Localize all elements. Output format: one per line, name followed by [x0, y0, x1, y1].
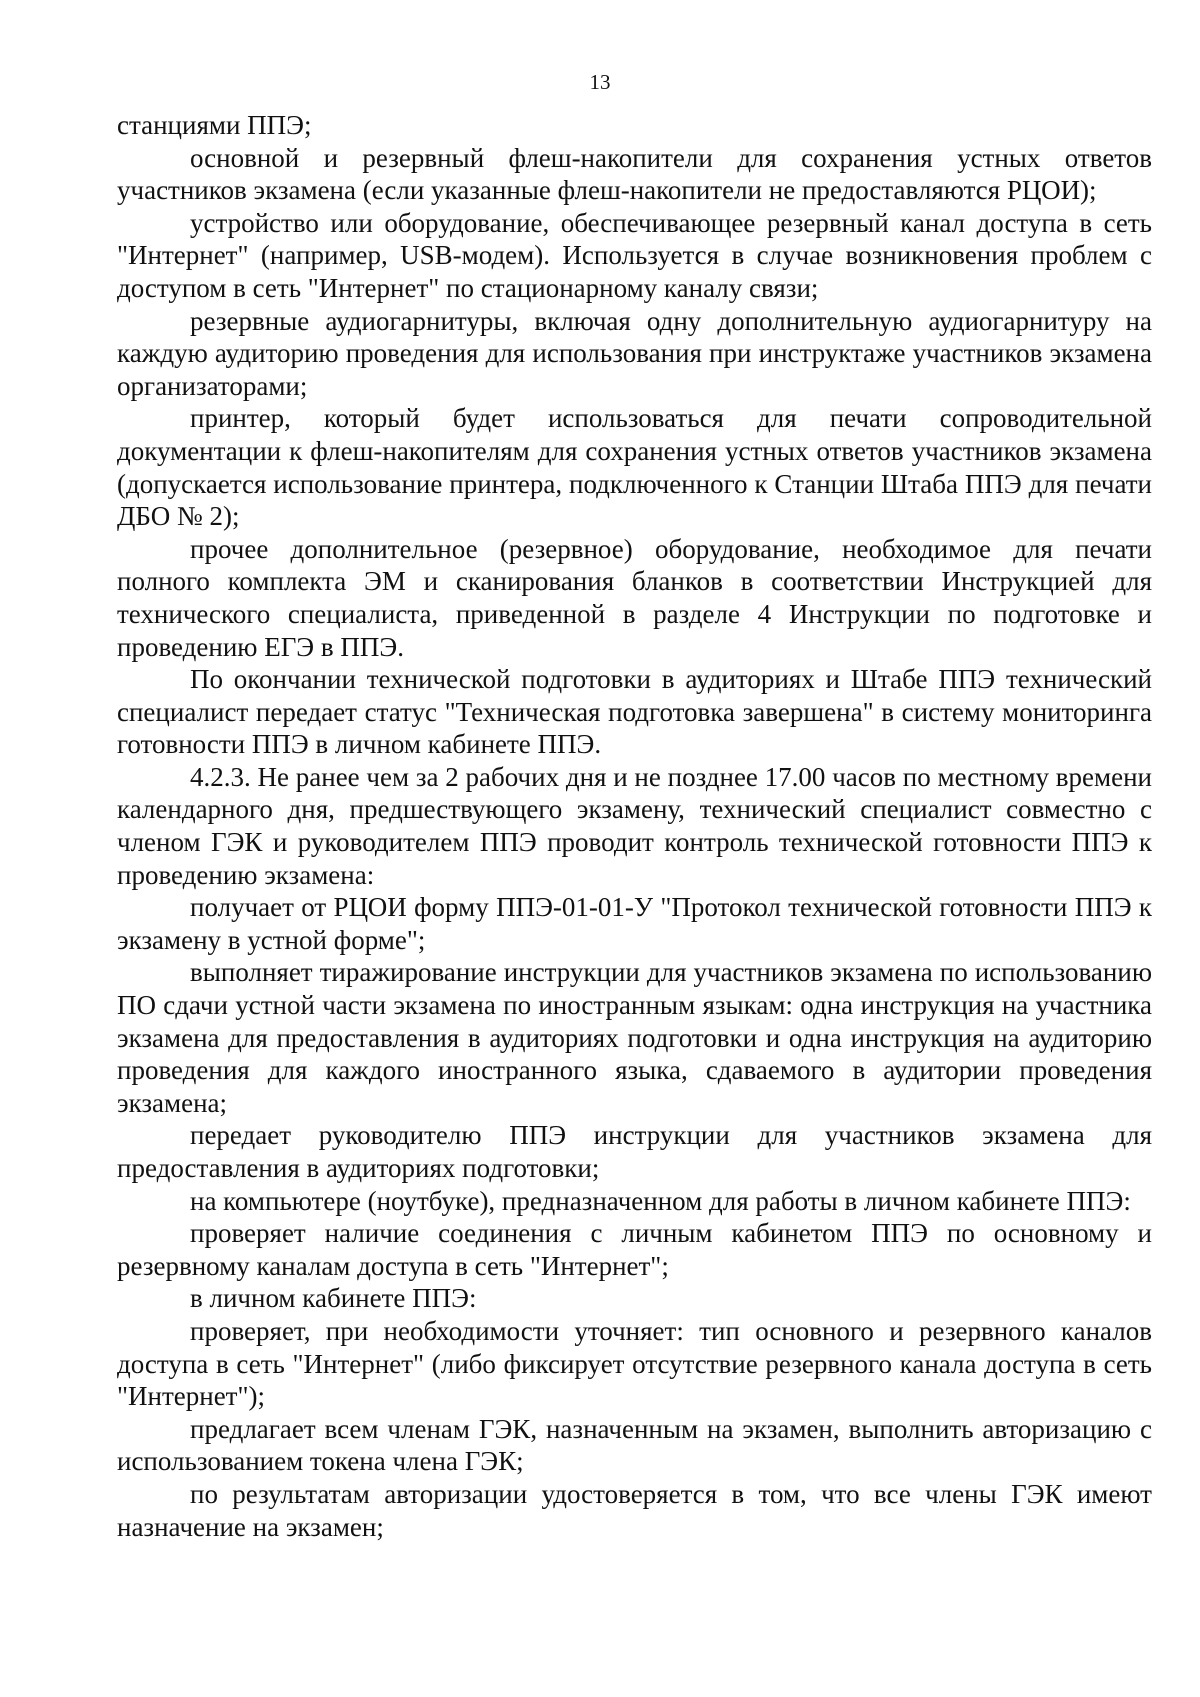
section-paragraph-4-2-3: 4.2.3. Не ранее чем за 2 рабочих дня и не позднее 17.00 часов по местному времени календарного дня, предшествующего экзамену, технический специалист совместно с членом ГЭК и руководителем ППЭ проводит контроль технической готовности ППЭ к проведению экзамена: [117, 761, 1152, 890]
paragraph: прочее дополнительное (резервное) оборудование, необходимое для печати полного комплекта ЭМ и сканирования бланков в соответствии Инструкцией для технического специалиста, приведенной в разделе 4 Инструкции по подготовке и проведению ЕГЭ в ППЭ. [117, 533, 1152, 662]
paragraph: по результатам авторизации удостоверяется в том, что все члены ГЭК имеют назначение на экзамен; [117, 1478, 1152, 1542]
paragraph: получает от РЦОИ форму ППЭ-01-01-У "Протокол технической готовности ППЭ к экзамену в устной форме"; [117, 892, 1152, 955]
paragraph: на компьютере (ноутбуке), предназначенном для работы в личном кабинете ППЭ: [190, 1185, 1131, 1216]
paragraph: проверяет наличие соединения с личным кабинетом ППЭ по основному и резервному каналам доступа в сеть "Интернет"; [117, 1218, 1152, 1281]
paragraph: выполняет тиражирование инструкции для участников экзамена по использованию ПО сдачи устной части экзамена по иностранным языкам: одна инструкция на участника экзамена для предоставления в аудиториях подготовки и одна инструкция на аудиторию проведения для каждого иностранного языка, сдаваемого в аудитории проведения экзамена; [117, 957, 1152, 1118]
paragraph: проверяет, при необходимости уточняет: тип основного и резервного каналов доступа в сеть "Интернет" (либо фиксирует отсутствие резервного канала доступа в сеть "Интернет"); [117, 1315, 1152, 1412]
document-body [117, 109, 1152, 1543]
paragraph: резервные аудиогарнитуры, включая одну дополнительную аудиогарнитуру на каждую аудиторию проведения для использования при инструктаже участников экзамена организаторами; [117, 305, 1152, 401]
paragraph: основной и резервный флеш-накопители для сохранения устных ответов участников экзамена (если указанные флеш-накопители не предоставляются РЦОИ); [117, 142, 1152, 206]
paragraph-continuation: станциями ППЭ; [117, 110, 312, 140]
page-number: 13 [589, 70, 611, 94]
paragraph: По окончании технической подготовки в аудиториях и Штабе ППЭ технический специалист передает статус "Техническая подготовка завершена" в систему мониторинга готовности ППЭ в личном кабинете ППЭ. [117, 664, 1152, 760]
paragraph: устройство или оборудование, обеспечивающее резервный канал доступа в сеть "Интернет" (например, USB-модем). Используется в случае возникновения проблем с доступом в сеть "Интернет" по стационарному каналу связи; [117, 207, 1152, 303]
paragraph: предлагает всем членам ГЭК, назначенным на экзамен, выполнить авторизацию с использованием токена члена ГЭК; [117, 1413, 1152, 1477]
paragraph: в личном кабинете ППЭ: [190, 1283, 477, 1314]
paragraph: принтер, который будет использоваться для печати сопроводительной документации к флеш-накопителям для сохранения устных ответов участников экзамена (допускается использование принтера, подключенного к Станции Штаба ППЭ для печати ДБО № 2); [117, 403, 1152, 532]
paragraph: передает руководителю ППЭ инструкции для участников экзамена для предоставления в аудиториях подготовки; [117, 1120, 1152, 1183]
